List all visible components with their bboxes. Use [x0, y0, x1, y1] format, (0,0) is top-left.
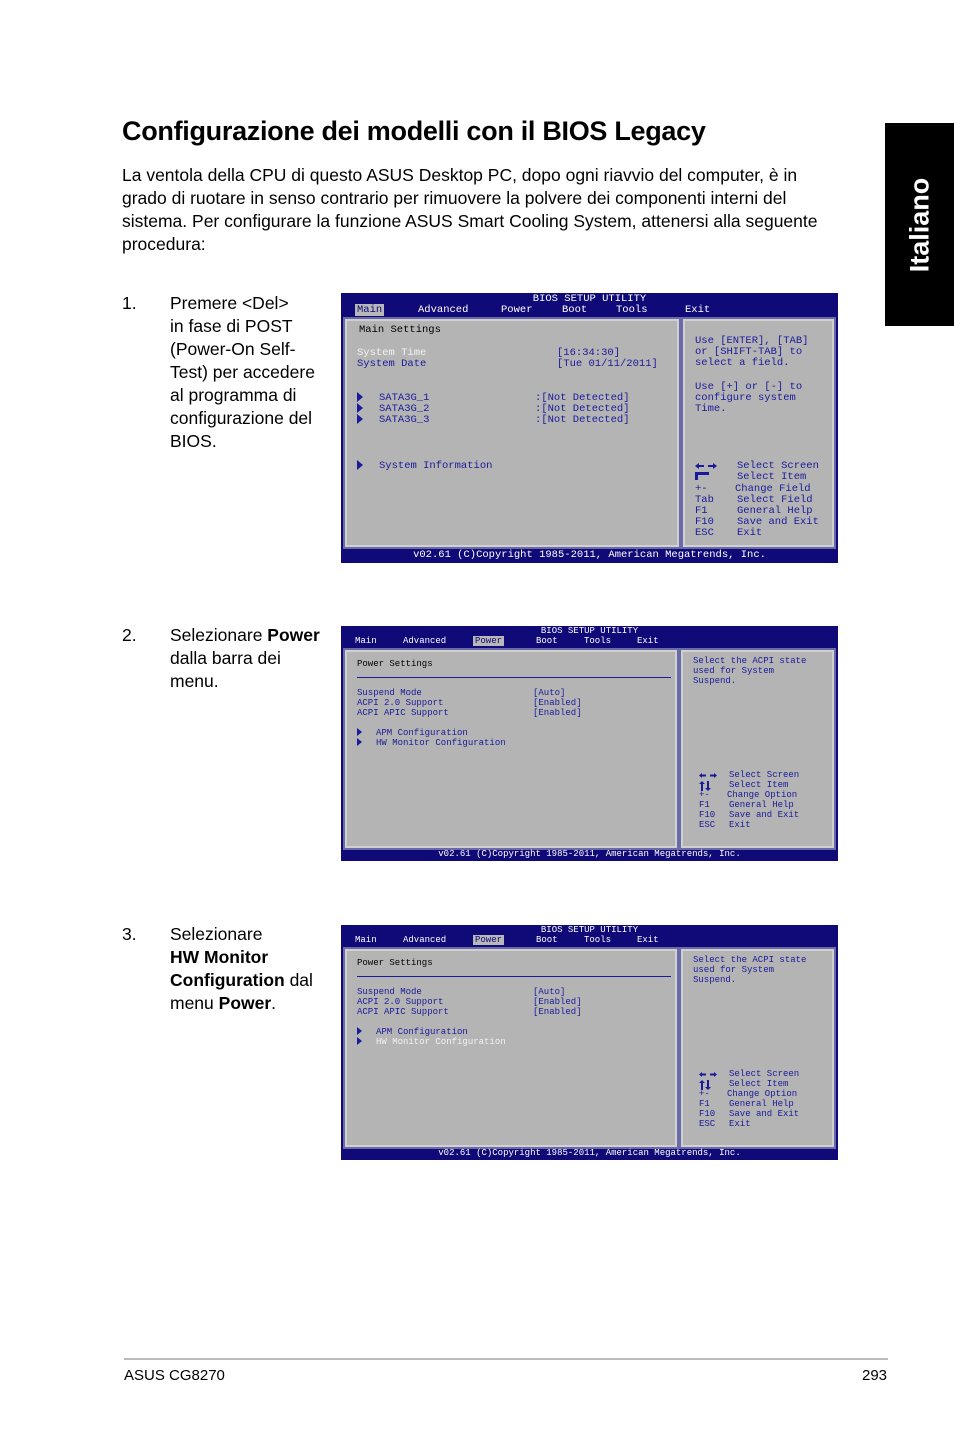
bios-main-panel [343, 317, 681, 549]
bios-menu-bar [341, 304, 838, 316]
step-text [170, 923, 313, 1015]
bios-setting-value[interactable]: [Enabled] [533, 1007, 582, 1017]
bios-sata-value: :[Not Detected] [535, 403, 630, 415]
bios-time-label[interactable]: System Time [357, 347, 427, 359]
step-text [170, 292, 315, 453]
bios-setting-value[interactable]: [Auto] [533, 987, 566, 997]
bios-setting-label[interactable]: ACPI APIC Support [357, 1007, 449, 1017]
submenu-arrow-icon [357, 738, 362, 746]
bios-sata-value: :[Not Detected] [535, 414, 630, 426]
bios-separator [357, 677, 671, 678]
bios-menu-boot[interactable]: Boot [536, 935, 558, 945]
bios-menu-tools[interactable]: Tools [584, 636, 612, 646]
bios-date-value[interactable]: [Tue 01/11/2011] [557, 358, 658, 370]
bios-key-name: F10 [695, 516, 714, 528]
step-bold: Power [267, 625, 320, 645]
bios-key-desc: Save and Exit [729, 1109, 800, 1119]
bios-section-title: Power Settings [357, 958, 433, 968]
bios-help-line: Use [ENTER], [TAB] [695, 335, 809, 347]
bios-menu-boot[interactable]: Boot [562, 304, 588, 316]
step-number: 1. [122, 293, 137, 313]
bios-footer: v02.61 (C)Copyright 1985-2011, American Megatrends, Inc. [438, 849, 741, 859]
bios-section-title: Main Settings [359, 324, 441, 336]
bios-menu-advanced[interactable]: Advanced [418, 304, 469, 316]
bios-key-desc: Save and Exit [737, 516, 819, 528]
bios-menu-power[interactable]: Power [501, 304, 533, 316]
bios-key-desc: Select Screen [737, 460, 819, 472]
bios-menu-boot[interactable]: Boot [536, 636, 558, 646]
step-line: (Power-On Self- [170, 339, 296, 359]
bios-key-name: +- [695, 483, 708, 495]
bios-help-line: Time. [695, 403, 727, 415]
submenu-arrow-icon [357, 460, 363, 470]
step-line: Selezionare [170, 924, 263, 944]
bios-help-line: Use [+] or [-] to [695, 381, 803, 393]
step-line: dalla barra dei [170, 648, 281, 668]
bios-footer: v02.61 (C)Copyright 1985-2011, American Megatrends, Inc. [438, 1148, 741, 1158]
bios-setting-label[interactable]: Suspend Mode [357, 688, 422, 698]
bios-title: BIOS SETUP UTILITY [540, 626, 639, 636]
footer-rule [124, 1358, 888, 1360]
bios-menu-main[interactable]: Main [355, 636, 377, 646]
bios-help-line: select a field. [695, 357, 790, 369]
submenu-arrow-icon [357, 728, 362, 736]
bios-setting-value[interactable]: [Enabled] [533, 708, 582, 718]
step-text-part: menu [170, 993, 219, 1013]
bios-help-panel [681, 317, 836, 549]
page-title: Configurazione dei modelli con il BIOS Legacy [122, 116, 706, 146]
footer-product: ASUS CG8270 [124, 1367, 225, 1384]
bios-submenu-item[interactable]: HW Monitor Configuration [376, 738, 506, 748]
bios-sysinfo-item[interactable]: System Information [379, 460, 493, 472]
bios-key-desc: Change Field [735, 483, 811, 495]
bios-key-desc: Select Item [729, 780, 789, 790]
bios-key-desc: Exit [729, 1119, 751, 1129]
bios-key-desc: Change Option [727, 790, 798, 800]
bios-setting-label[interactable]: Suspend Mode [357, 987, 422, 997]
bios-menu-advanced[interactable]: Advanced [403, 935, 447, 945]
bios-main-panel [343, 947, 679, 1149]
bios-help-line: configure system [695, 392, 796, 404]
bios-submenu-item-selected[interactable]: HW Monitor Configuration [376, 1037, 506, 1047]
step-line: Test) per accedere [170, 362, 315, 382]
submenu-arrow-icon [357, 1027, 362, 1035]
step-line: Premere <Del> [170, 293, 289, 313]
bios-title: BIOS SETUP UTILITY [540, 925, 639, 935]
bios-setting-label[interactable]: ACPI 2.0 Support [357, 698, 444, 708]
bios-menu-bar [341, 935, 838, 946]
language-tab [885, 123, 954, 326]
bios-menu-power[interactable]: Power [475, 636, 503, 646]
step-line: configurazione del [170, 408, 313, 428]
step-text-part: dal [284, 970, 313, 990]
up-down-arrows-icon [695, 472, 711, 481]
step-bold: Power [218, 993, 272, 1013]
bios-separator [357, 976, 671, 977]
bios-screen-main [341, 293, 838, 563]
bios-menu-advanced[interactable]: Advanced [403, 636, 447, 646]
bios-screen-power [341, 626, 838, 861]
bios-sata-label[interactable]: SATA3G_3 [379, 414, 430, 426]
step-text [170, 624, 320, 693]
bios-date-label[interactable]: System Date [357, 358, 427, 370]
bios-menu-exit[interactable]: Exit [637, 636, 659, 646]
bios-help-line: Select the ACPI state [693, 656, 807, 666]
bios-help-panel [679, 648, 836, 850]
left-right-arrows-icon [695, 462, 717, 470]
bios-sata-label[interactable]: SATA3G_2 [379, 403, 430, 415]
step-bold: HW Monitor [170, 947, 269, 967]
submenu-arrow-icon [357, 1037, 362, 1045]
bios-key-desc: Select Field [737, 494, 813, 506]
step-text-part: . [271, 993, 277, 1013]
bios-key-desc: Exit [737, 527, 763, 539]
step-number: 2. [122, 625, 137, 645]
bios-sata-value: :[Not Detected] [535, 392, 630, 404]
bios-key-name: ESC [695, 527, 714, 539]
step-line: in fase di POST [170, 316, 293, 336]
bios-key-desc: General Help [729, 800, 794, 810]
bios-setting-label[interactable]: ACPI 2.0 Support [357, 997, 444, 1007]
step-line: menu. [170, 671, 219, 691]
bios-key-name: Tab [695, 494, 714, 506]
step-line: al programma di [170, 385, 297, 405]
step-line: BIOS. [170, 431, 217, 451]
bios-setting-value[interactable]: [Enabled] [533, 698, 582, 708]
bios-key-desc: Exit [729, 820, 751, 830]
left-right-arrows-icon [699, 772, 717, 779]
submenu-arrow-icon [357, 414, 363, 424]
bios-key-name: F1 [699, 1099, 710, 1109]
bios-key-desc: Select Item [737, 471, 807, 483]
bios-menu-bar [341, 636, 838, 647]
bios-submenu-item[interactable]: APM Configuration [376, 1027, 468, 1037]
bios-setting-value[interactable]: [Auto] [533, 688, 566, 698]
bios-footer: v02.61 (C)Copyright 1985-2011, American Megatrends, Inc. [413, 549, 766, 561]
bios-menu-main[interactable]: Main [355, 935, 377, 945]
bios-help-line: Suspend. [693, 676, 737, 686]
bios-key-name: F1 [699, 800, 710, 810]
bios-help-line: used for System [693, 666, 775, 676]
bios-setting-value[interactable]: [Enabled] [533, 997, 582, 1007]
bios-menu-exit[interactable]: Exit [685, 304, 711, 316]
submenu-arrow-icon [357, 392, 363, 402]
bios-setting-label[interactable]: ACPI APIC Support [357, 708, 449, 718]
bios-key-name: ESC [699, 1119, 716, 1129]
bios-key-name: F10 [699, 810, 716, 820]
bios-section-title: Power Settings [357, 659, 433, 669]
bios-key-name: +- [699, 790, 710, 800]
bios-key-name: F10 [699, 1109, 716, 1119]
bios-key-name: F1 [695, 505, 708, 517]
step-bold: Configuration [170, 970, 285, 990]
bios-menu-power[interactable]: Power [475, 935, 503, 945]
step-text-part: Selezionare [170, 625, 268, 645]
bios-menu-tools[interactable]: Tools [584, 935, 612, 945]
page-number: 293 [862, 1367, 888, 1384]
bios-key-name: ESC [699, 820, 716, 830]
bios-help-line: used for System [693, 965, 775, 975]
bios-menu-tools[interactable]: Tools [616, 304, 648, 316]
bios-screen-power-hw [341, 925, 838, 1160]
bios-key-desc: Save and Exit [729, 810, 800, 820]
bios-key-name: +- [699, 1089, 710, 1099]
bios-key-desc: Change Option [727, 1089, 798, 1099]
bios-key-desc: General Help [729, 1099, 794, 1109]
bios-submenu-item[interactable]: APM Configuration [376, 728, 468, 738]
bios-help-line: Select the ACPI state [693, 955, 807, 965]
bios-key-desc: General Help [737, 505, 813, 517]
bios-help-panel [679, 947, 836, 1149]
bios-key-desc: Select Screen [729, 1069, 800, 1079]
bios-help-line: or [SHIFT-TAB] to [695, 346, 803, 358]
bios-menu-main[interactable]: Main [357, 304, 383, 316]
step-number: 3. [122, 924, 137, 944]
bios-title: BIOS SETUP UTILITY [532, 293, 647, 305]
bios-sata-label[interactable]: SATA3G_1 [379, 392, 430, 404]
bios-key-desc: Select Item [729, 1079, 789, 1089]
submenu-arrow-icon [357, 403, 363, 413]
bios-menu-exit[interactable]: Exit [637, 935, 659, 945]
bios-main-panel [343, 648, 679, 850]
bios-time-value[interactable]: [16:34:30] [557, 347, 621, 359]
intro-paragraph: La ventola della CPU di questo ASUS Desktop PC, dopo ogni riavvio del computer, è in grado di ruotare in senso contrario per rimuovere la polvere dei componenti interni del sistema. Per configurare la funzione ASUS Smart Cooling System, attenersi alla seguente procedura: [122, 165, 818, 254]
left-right-arrows-icon [699, 1071, 717, 1078]
bios-help-line: Suspend. [693, 975, 737, 985]
language-label: Italiano [904, 177, 934, 272]
bios-key-desc: Select Screen [729, 770, 800, 780]
